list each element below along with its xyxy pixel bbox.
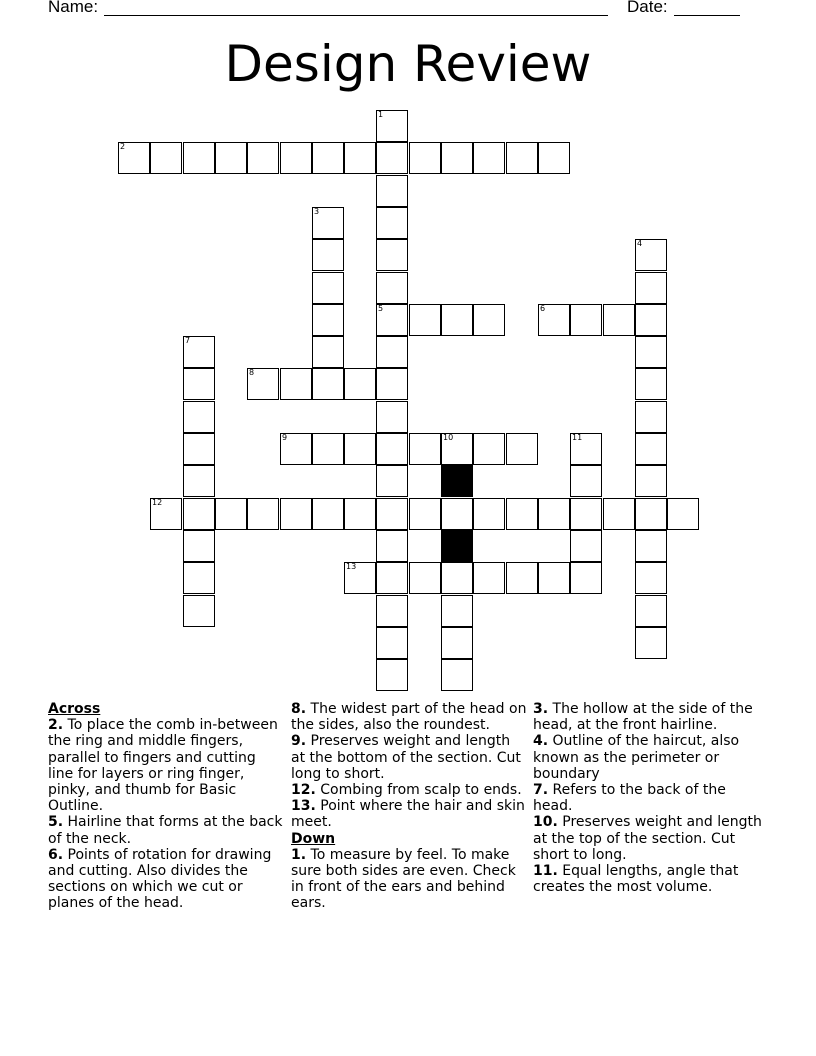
crossword-cell[interactable] — [635, 401, 667, 433]
crossword-cell[interactable] — [247, 498, 279, 530]
crossword-cell[interactable] — [441, 433, 473, 465]
crossword-cell[interactable] — [473, 142, 505, 174]
crossword-cell[interactable] — [506, 498, 538, 530]
crossword-cell[interactable] — [570, 530, 602, 562]
clue-number: 6 — [540, 304, 546, 313]
crossword-cell[interactable] — [667, 498, 699, 530]
crossword-cell[interactable] — [409, 433, 441, 465]
clue-across-9: 9. Preserves weight and length at the bottom of the section. Cut long to short. — [291, 733, 521, 782]
crossword-cell[interactable] — [183, 368, 215, 400]
crossword-cell[interactable] — [635, 562, 667, 594]
crossword-cell[interactable] — [183, 336, 215, 368]
crossword-cell[interactable] — [376, 530, 408, 562]
crossword-cell[interactable] — [183, 595, 215, 627]
crossword-cell[interactable] — [635, 433, 667, 465]
crossword-cell[interactable] — [376, 368, 408, 400]
clue-down-10: 10. Preserves weight and length at the top of the section. Cut short to long. — [533, 814, 762, 863]
crossword-cell[interactable] — [344, 498, 376, 530]
crossword-cell[interactable] — [635, 595, 667, 627]
crossword-cell[interactable] — [344, 562, 376, 594]
clue-number: 12 — [152, 498, 163, 507]
crossword-cell[interactable] — [603, 498, 635, 530]
crossword-cell[interactable] — [312, 433, 344, 465]
crossword-cell[interactable] — [376, 207, 408, 239]
crossword-cell[interactable] — [635, 304, 667, 336]
crossword-cell[interactable] — [376, 304, 408, 336]
crossword-cell[interactable] — [183, 562, 215, 594]
crossword-cell[interactable] — [183, 142, 215, 174]
clue-across-6: 6. Points of rotation for drawing and cutting. Also divides the sections on which we cut or planes of the head. — [48, 846, 272, 912]
crossword-cell[interactable] — [603, 304, 635, 336]
crossword-cell[interactable] — [376, 659, 408, 691]
clue-across-5: 5. Hairline that forms at the back of the neck. — [48, 814, 283, 847]
crossword-cell[interactable] — [635, 498, 667, 530]
crossword-cell[interactable] — [635, 530, 667, 562]
date-label: Date: — [627, 0, 668, 16]
date-line[interactable] — [674, 15, 740, 16]
clue-number: 1 — [378, 110, 384, 119]
clue-down-3: 3. The hollow at the side of the head, at the front hairline. — [533, 701, 753, 734]
crossword-cell[interactable] — [635, 239, 667, 271]
crossword-cell[interactable] — [376, 175, 408, 207]
name-line[interactable] — [104, 15, 608, 16]
crossword-cell[interactable] — [441, 595, 473, 627]
crossword-cell[interactable] — [538, 498, 570, 530]
clue-number: 8 — [249, 368, 255, 377]
crossword-cell[interactable] — [344, 433, 376, 465]
crossword-cell[interactable] — [312, 368, 344, 400]
clues-column-3 — [533, 701, 769, 895]
crossword-cell[interactable] — [441, 659, 473, 691]
name-label: Name: — [48, 0, 99, 16]
clue-across-8: 8. The widest part of the head on the sides, also the roundest. — [291, 701, 527, 734]
crossword-cell[interactable] — [312, 304, 344, 336]
crossword-cell[interactable] — [376, 627, 408, 659]
crossword-cell[interactable] — [376, 465, 408, 497]
crossword-cell[interactable] — [183, 433, 215, 465]
crossword-cell[interactable] — [441, 498, 473, 530]
crossword-cell[interactable] — [538, 142, 570, 174]
crossword-cell[interactable] — [506, 142, 538, 174]
crossword-cell[interactable] — [570, 304, 602, 336]
clue-number: 7 — [185, 336, 191, 345]
crossword-cell[interactable] — [570, 498, 602, 530]
across-heading: Across — [48, 701, 101, 717]
crossword-cell[interactable] — [635, 336, 667, 368]
crossword-cell[interactable] — [409, 142, 441, 174]
crossword-cell[interactable] — [118, 142, 150, 174]
clue-number: 4 — [637, 239, 643, 248]
down-heading: Down — [291, 830, 336, 847]
clue-number: 13 — [346, 562, 357, 571]
crossword-cell[interactable] — [376, 498, 408, 530]
crossword-cell[interactable] — [247, 368, 279, 400]
black-cell — [441, 465, 473, 497]
crossword-cell[interactable] — [312, 239, 344, 271]
crossword-cell[interactable] — [183, 530, 215, 562]
crossword-cell[interactable] — [441, 627, 473, 659]
clue-number: 11 — [572, 433, 583, 442]
crossword-cell[interactable] — [183, 498, 215, 530]
black-cell — [441, 530, 473, 562]
crossword-cell[interactable] — [312, 142, 344, 174]
clues-column-1 — [48, 701, 284, 912]
crossword-cell[interactable] — [441, 304, 473, 336]
clue-number: 10 — [443, 433, 454, 442]
crossword-cell[interactable] — [376, 142, 408, 174]
crossword-cell[interactable] — [280, 142, 312, 174]
crossword-cell[interactable] — [344, 368, 376, 400]
crossword-cell[interactable] — [409, 498, 441, 530]
crossword-cell[interactable] — [215, 142, 247, 174]
clue-down-11: 11. Equal lengths, angle that creates the most volume. — [533, 863, 739, 896]
crossword-cell[interactable] — [247, 142, 279, 174]
crossword-cell[interactable] — [635, 465, 667, 497]
crossword-cell[interactable] — [344, 142, 376, 174]
crossword-cell[interactable] — [441, 142, 473, 174]
crossword-cell[interactable] — [183, 465, 215, 497]
crossword-cell[interactable] — [312, 336, 344, 368]
crossword-cell[interactable] — [473, 304, 505, 336]
crossword-cell[interactable] — [280, 498, 312, 530]
crossword-cell[interactable] — [183, 401, 215, 433]
crossword-cell[interactable] — [570, 562, 602, 594]
crossword-cell[interactable] — [376, 401, 408, 433]
crossword-cell[interactable] — [538, 304, 570, 336]
crossword-cell[interactable] — [150, 142, 182, 174]
clue-number: 2 — [120, 142, 126, 151]
crossword-cell[interactable] — [473, 498, 505, 530]
clue-down-7: 7. Refers to the back of the head. — [533, 782, 726, 815]
crossword-cell[interactable] — [376, 110, 408, 142]
crossword-cell[interactable] — [280, 433, 312, 465]
crossword-cell[interactable] — [280, 368, 312, 400]
crossword-cell[interactable] — [376, 562, 408, 594]
crossword-cell[interactable] — [312, 498, 344, 530]
crossword-cell[interactable] — [570, 433, 602, 465]
crossword-cell[interactable] — [506, 562, 538, 594]
clue-across-13: 13. Point where the hair and skin meet. — [291, 798, 525, 831]
crossword-cell[interactable] — [441, 562, 473, 594]
crossword-cell[interactable] — [376, 239, 408, 271]
clue-down-1: 1. To measure by feel. To make sure both sides are even. Check in front of the ears and behind ears. — [291, 846, 516, 912]
crossword-cell[interactable] — [376, 433, 408, 465]
crossword-cell[interactable] — [376, 595, 408, 627]
clue-down-4: 4. Outline of the haircut, also known as the perimeter or boundary — [533, 733, 740, 782]
clue-number: 3 — [314, 207, 320, 216]
crossword-cell[interactable] — [409, 304, 441, 336]
crossword-cell[interactable] — [409, 562, 441, 594]
crossword-cell[interactable] — [538, 562, 570, 594]
clue-across-2: 2. To place the comb in-between the ring and middle fingers, parallel to fingers and cutting line for layers or ring finger, pinky, and thumb for Basic Outline. — [48, 717, 278, 815]
crossword-cell[interactable] — [473, 562, 505, 594]
crossword-cell[interactable] — [312, 272, 344, 304]
clue-across-12: 12. Combing from scalp to ends. — [291, 782, 522, 799]
crossword-cell[interactable] — [376, 272, 408, 304]
crossword-cell[interactable] — [506, 433, 538, 465]
crossword-cell[interactable] — [215, 498, 247, 530]
crossword-cell[interactable] — [570, 465, 602, 497]
crossword-cell[interactable] — [312, 207, 344, 239]
crossword-cell[interactable] — [150, 498, 182, 530]
clue-number: 5 — [378, 304, 384, 313]
page-title: Design Review — [224, 35, 592, 93]
crossword-cell[interactable] — [473, 433, 505, 465]
crossword-cell[interactable] — [635, 627, 667, 659]
crossword-cell[interactable] — [635, 368, 667, 400]
crossword-cell[interactable] — [635, 272, 667, 304]
crossword-cell[interactable] — [376, 336, 408, 368]
clue-number: 9 — [282, 433, 288, 442]
clues-column-2 — [291, 701, 527, 912]
